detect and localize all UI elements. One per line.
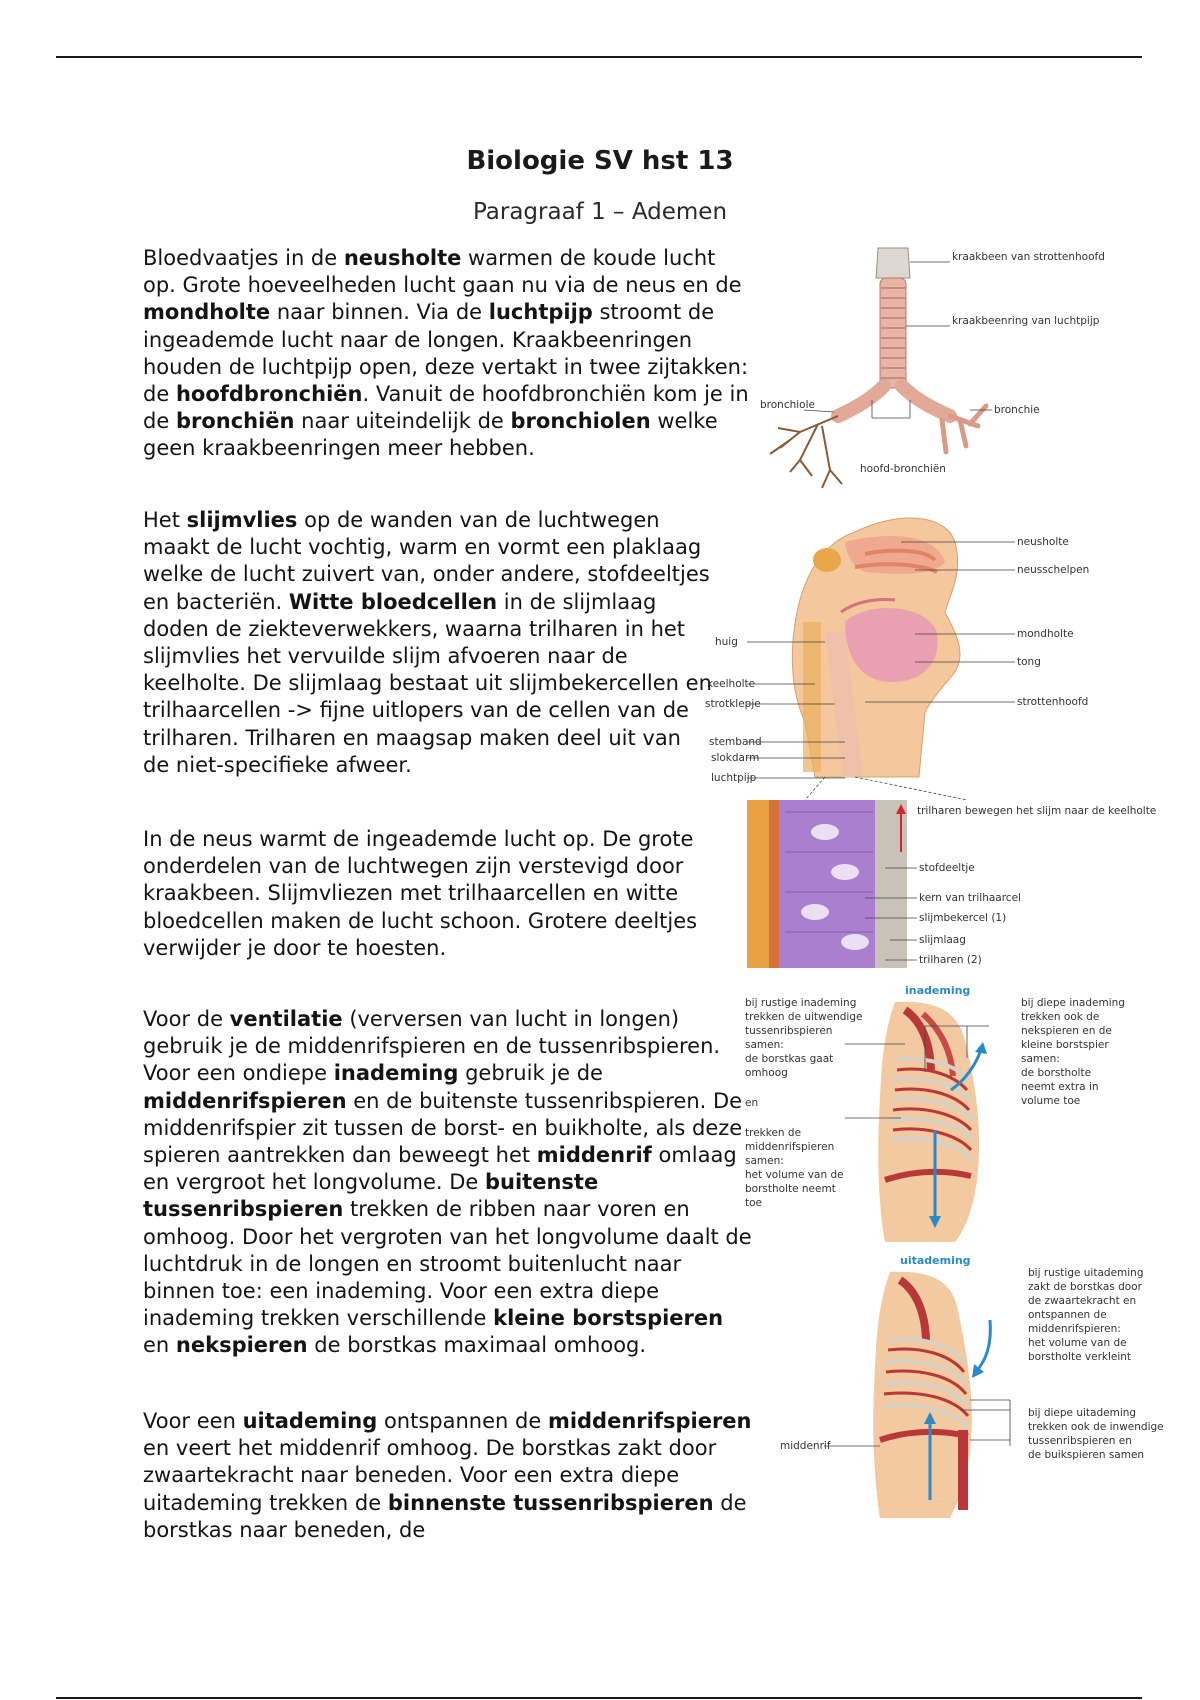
paragraph-4: [143, 1006, 753, 1360]
label-kraakbeenring: kraakbeenring van luchtpijp: [952, 315, 1100, 327]
label-stofdeeltje: stofdeeltje: [919, 862, 975, 874]
p4-text: omlaag en vergroot het longvolume. De: [143, 1143, 737, 1195]
label-huig: huig: [715, 636, 738, 648]
term-uitademing: uitademing: [242, 1409, 378, 1433]
term-bronchien: bronchiën: [175, 409, 295, 434]
p4-text: de borstkas maximaal omhoog.: [307, 1333, 647, 1358]
p4-text: (verversen van lucht in longen) gebruik je de middenrifspieren en de tussenribspieren. Voor een ondiepe: [143, 1007, 721, 1086]
p2-text: Het: [143, 508, 187, 532]
label-middenrif: middenrif: [780, 1440, 831, 1452]
inademing-figure: [745, 980, 1155, 1245]
inademing-right-text: bij diepe inademing trekken ook de nekspieren en de kleine borstspier samen: de borstholte neemt extra in volume toe: [1021, 997, 1125, 1107]
p1-text: stroomt de ingeademde lucht naar de longen. Kraakbeenringen houden de luchtpijp open, deze vertakt in twee zijtakken: de: [143, 300, 749, 407]
p4-text: en de buitenste tussenribspieren. De middenrifspier zit tussen de borst- en buikholte, als deze spieren aantrekken dan beweegt het: [143, 1088, 743, 1168]
paragraph-2: [143, 507, 713, 779]
p1-text: naar uiteindelijk de: [294, 409, 511, 434]
label-mondholte: mondholte: [1017, 628, 1074, 640]
uitademing-heading: uitademing: [900, 1254, 971, 1267]
label-bronchie: bronchie: [994, 404, 1040, 416]
top-rule: [56, 56, 1142, 58]
p5-text: de borstkas naar beneden, de: [143, 1490, 747, 1542]
inademing-left-text: bij rustige inademing trekken de uitwendige tussenribspieren samen: de borstkas gaat omhoog en trekken de middenrifspieren samen: het volume van de borstholte neemt toe: [745, 997, 863, 1209]
p4-text: en: [143, 1333, 176, 1358]
term-hoofdbronchien: hoofdbronchiën: [175, 382, 363, 407]
label-neusschelpen: neusschelpen: [1017, 564, 1090, 576]
p1-text: welke geen kraakbeenringen meer hebben.: [143, 409, 718, 461]
term-binnenste-tussenribspieren: binnenste tussenribspieren: [387, 1490, 714, 1515]
label-stemband: stemband: [709, 736, 762, 748]
label-slokdarm: slokdarm: [711, 752, 760, 764]
inademing-heading: inademing: [905, 984, 971, 997]
term-luchtpijp: luchtpijp: [488, 300, 593, 325]
term-kleine-borstspieren: kleine borstspieren: [493, 1306, 724, 1331]
label-bronchiole: bronchiole: [760, 399, 815, 411]
p2-text: op de wanden van de luchtwegen maakt de lucht vochtig, warm en vormt een plaklaag welke de lucht zuivert van, onder andere, stofdeeltjes en bacteriën.: [143, 508, 710, 614]
label-hoofdbronchien: hoofd-bronchiën: [860, 463, 946, 475]
term-neusholte: neusholte: [343, 246, 462, 270]
term-mondholte: mondholte: [143, 300, 271, 325]
label-slijmlaag: slijmlaag: [919, 934, 966, 946]
label-neusholte: neusholte: [1017, 536, 1069, 548]
bottom-rule: [56, 1697, 1142, 1699]
term-nekspieren: nekspieren: [175, 1333, 308, 1358]
summary-paragraph: In de neus warmt de ingeademde lucht op. De grote onderdelen van de luchtwegen zijn verstevigd door kraakbeen. Slijmvliezen met trilhaarcellen en witte bloedcellen maken de lucht schoon. Grotere deeltjes verwijder je door te hoesten.: [143, 827, 698, 960]
label-trilharen-2: trilharen (2): [919, 954, 982, 966]
term-bronchiolen: bronchiolen: [510, 409, 651, 434]
label-strottenhoofd: strottenhoofd: [1017, 696, 1089, 708]
uitademing-right-text-bottom: bij diepe uitademing trekken ook de inwendige tussenribspieren en de buikspieren samen: [1028, 1407, 1164, 1461]
uitademing-right-text-top: bij rustige uitademing zakt de borstkas door de zwaartekracht en ontspannen de middenrifspieren: het volume van de borstholte verkleint: [1028, 1267, 1144, 1363]
term-middenrif: middenrif: [536, 1143, 652, 1168]
p5-text: en veert het middenrif omhoog. De borstkas zakt door zwaartekracht naar beneden. Voor een extra diepe uitademing trekken de: [143, 1436, 717, 1515]
label-kraakbeen-strottenhoofd: kraakbeen van strottenhoofd: [952, 251, 1105, 263]
document-title: Biologie SV hst 13: [466, 146, 734, 176]
label-slijmbekercel: slijmbekercel (1): [919, 912, 1007, 924]
p1-text: Bloedvaatjes in de: [143, 246, 344, 270]
p1-text: warmen de koude lucht op. Grote hoeveelheden lucht gaan nu via de neus en de: [143, 246, 742, 298]
document-subtitle: Paragraaf 1 – Ademen: [472, 199, 728, 225]
mucosa-inset: [747, 800, 1156, 968]
paragraph-5: [143, 1408, 753, 1544]
label-luchtpijp: luchtpijp: [711, 772, 757, 784]
p1-text: naar binnen. Via de: [270, 300, 489, 325]
term-slijmvlies: slijmvlies: [186, 508, 298, 532]
head-crosssection-figure: [705, 512, 1157, 972]
trachea-figure: [760, 240, 1105, 500]
p2-text: in de slijmlaag doden de ziekteverwekkers, waarna trilharen in het slijmvlies het vervuilde slijm afvoeren naar de keelholte. De slijmlaag bestaat uit slijmbekercellen en trilhaarcellen -> fijne uitlopers van de cellen van de trilharen. Trilharen en maagsap maken deel uit van de niet-specifieke afweer.: [143, 589, 712, 777]
term-inademing: inademing: [333, 1061, 459, 1086]
p4-text: gebruik je de: [458, 1061, 603, 1086]
label-kern-trilhaarcel: kern van trilhaarcel: [919, 892, 1021, 904]
term-ventilatie: ventilatie: [229, 1007, 343, 1031]
p5-text: Voor een: [143, 1409, 243, 1433]
uitademing-figure: [780, 1250, 1180, 1520]
term-buitenste-tussenribspieren: buitenste tussenribspieren: [143, 1170, 599, 1222]
term-middenrifspieren: middenrifspieren: [143, 1088, 347, 1113]
p5-text: ontspannen de: [377, 1409, 548, 1433]
label-keelholte: keelholte: [707, 678, 756, 690]
term-witte-bloedcellen: Witte bloedcellen: [288, 589, 498, 614]
label-tong: tong: [1017, 656, 1041, 668]
p4-text: Voor de: [143, 1007, 230, 1031]
label-strotklepje: strotklepje: [705, 698, 761, 710]
paragraph-1: [143, 245, 753, 463]
term-middenrifspieren: middenrifspieren: [547, 1409, 752, 1433]
label-trilharen-bewegen: trilharen bewegen het slijm naar de keelholte: [917, 805, 1157, 817]
p4-text: trekken de ribben naar voren en omhoog. Door het vergroten van het longvolume daalt de luchtdruk in de longen en stroomt buitenlucht naar binnen toe: een inademing. Voor een extra diepe inademing trekken verschillende: [143, 1197, 752, 1331]
p1-text: . Vanuit de hoofdbronchiën kom je in de: [143, 382, 749, 434]
